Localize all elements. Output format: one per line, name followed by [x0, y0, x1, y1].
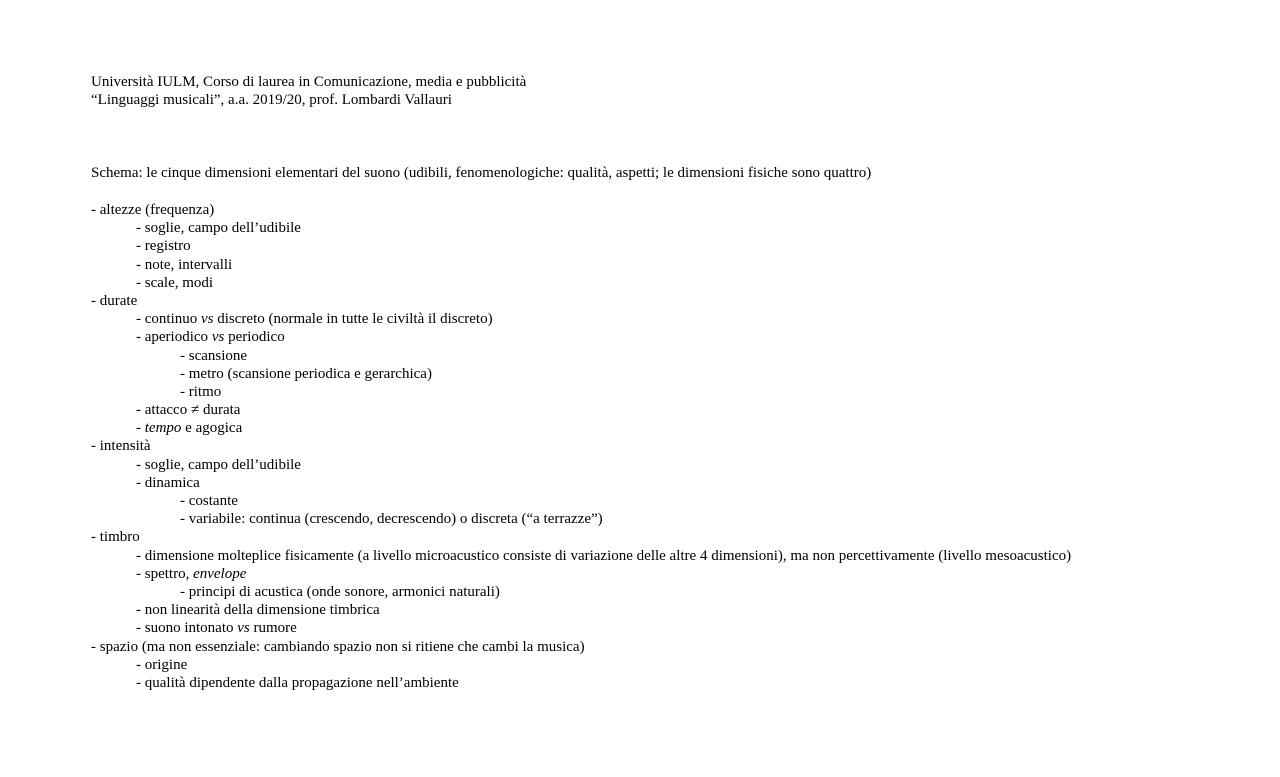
outline-intensita: - intensità — [91, 438, 151, 455]
outline-spazio: - spazio (ma non essenziale: cambiando spazio non si ritiene che cambi la musica) — [91, 638, 585, 655]
outline-intensita-dinamica: - dinamica — [136, 474, 200, 491]
outline-durate-continuo: - continuo vs discreto (normale in tutte le civiltà il discreto) — [136, 311, 493, 328]
outline-altezze-item: - note, intervalli — [136, 256, 233, 273]
header-course-line: Università IULM, Corso di laurea in Comunicazione, media e pubblicità — [91, 74, 527, 90]
outline-durate-tempo: - tempo e agogica — [136, 420, 243, 437]
outline-altezze-item: - scale, modi — [136, 274, 214, 291]
outline-altezze-item: - soglie, campo dell’udibile — [136, 220, 301, 237]
outline-timbro: - timbro — [91, 529, 140, 546]
outline-timbro-suono: - suono intonato vs rumore — [136, 620, 297, 637]
document-header — [91, 73, 526, 109]
outline-spazio-item: - origine — [136, 656, 188, 673]
outline-dinamica-item: - costante — [180, 493, 238, 509]
outline-durate: - durate — [91, 292, 138, 309]
outline-intensita-soglie: - soglie, campo dell’udibile — [136, 456, 301, 473]
outline-aperiodico-item: - metro (scansione periodica e gerarchica) — [180, 365, 432, 382]
header-subject-line: “Linguaggi musicali”, a.a. 2019/20, prof. Lombardi Vallauri — [91, 92, 452, 109]
schema-intro — [91, 164, 871, 182]
outline-aperiodico-item: - ritmo — [180, 383, 222, 400]
outline-timbro-dimensione: - dimensione molteplice fisicamente (a livello microacustico consiste di variazione delle altre 4 dimensioni), ma non percettivamente (livello mesoacustico) — [136, 547, 1072, 564]
outline-aperiodico-item: - scansione — [180, 347, 248, 364]
outline-timbro-linearita: - non linearità della dimensione timbrica — [136, 602, 380, 619]
outline-durate-attacco: - attacco ≠ durata — [136, 402, 241, 419]
outline-altezze-item: - registro — [136, 238, 191, 255]
outline-dinamica-item: - variabile: continua (crescendo, decrescendo) o discreta (“a terrazze”) — [180, 511, 603, 528]
outline-altezze: - altezze (frequenza) — [91, 202, 215, 218]
outline-timbro-spettro: - spettro, envelope — [136, 565, 247, 582]
outline-durate-aperiodico: - aperiodico vs periodico — [136, 329, 285, 346]
outline-spazio-item: - qualità dipendente dalla propagazione nell’ambiente — [136, 674, 459, 691]
schema-title: Schema: le cinque dimensioni elementari del suono (udibili, fenomenologiche: qualità, aspetti; le dimensioni fisiche sono quattro) — [91, 165, 872, 181]
outline-spettro-item: - principi di acustica (onde sonore, armonici naturali) — [180, 583, 500, 600]
schema-outline — [91, 201, 1071, 692]
